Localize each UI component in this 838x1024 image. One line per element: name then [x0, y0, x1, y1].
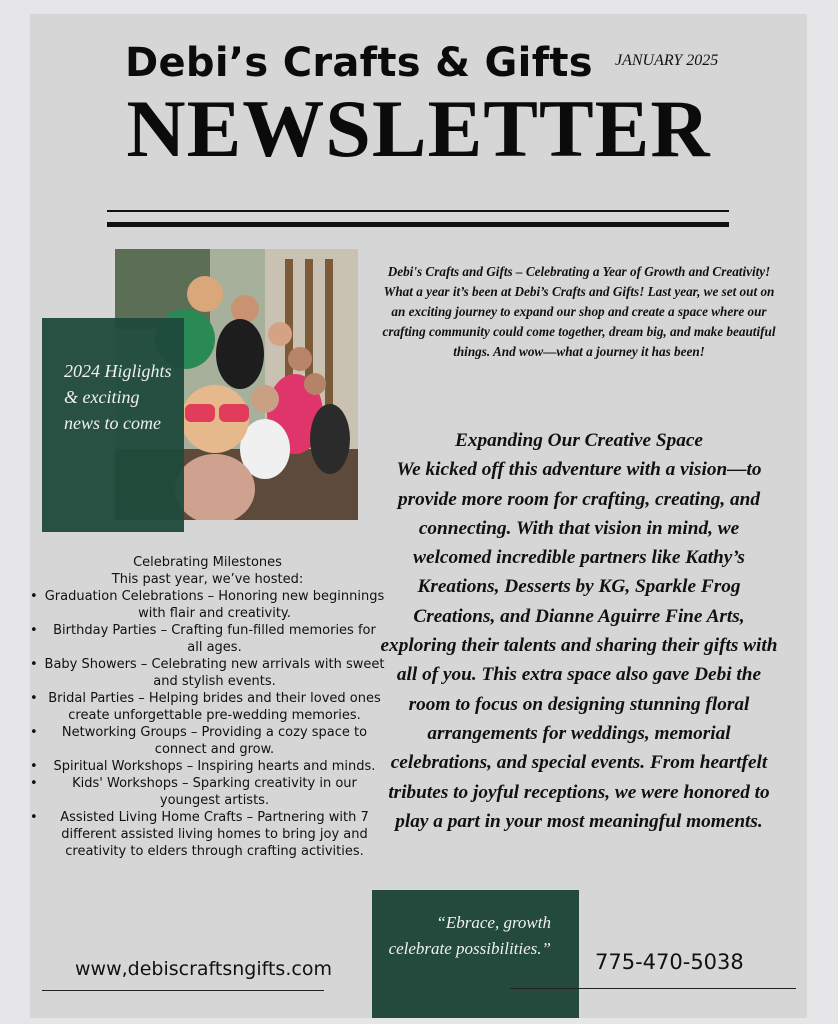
- story-heading: Expanding Our Creative Space: [455, 430, 703, 451]
- list-item: • Baby Showers – Celebrating new arrivals with sweet and stylish events.: [30, 656, 385, 690]
- masthead: NEWSLETTER: [126, 83, 711, 174]
- list-item: • Birthday Parties – Crafting fun-filled memories for all ages.: [30, 622, 385, 656]
- quote-box: [372, 890, 579, 1018]
- list-item: • Bridal Parties – Helping brides and their loved ones create unforgettable pre-wedding memories.: [30, 690, 385, 724]
- list-item: • Spiritual Workshops – Inspiring hearts and minds.: [30, 758, 385, 775]
- intro-section: [379, 262, 779, 362]
- list-item: • Graduation Celebrations – Honoring new beginnings with flair and creativity.: [30, 588, 385, 622]
- brand-title: Debi’s Crafts & Gifts: [125, 40, 593, 86]
- milestones-heading: Celebrating Milestones: [133, 555, 282, 570]
- website-underline: [42, 990, 324, 991]
- milestones-subheading: This past year, we’ve hosted:: [111, 572, 304, 587]
- milestones-section: [30, 554, 385, 860]
- divider-thick: [107, 222, 729, 227]
- issue-date: JANUARY 2025: [615, 52, 719, 69]
- intro-title: Debi's Crafts and Gifts – Celebrating a Year of Growth and Creativity!: [387, 264, 771, 279]
- highlights-card: [42, 318, 184, 532]
- list-item: • Kids' Workshops – Sparking creativity in our youngest artists.: [30, 775, 385, 809]
- list-item: • Assisted Living Home Crafts – Partnering with 7 different assisted living homes to bring joy and creativity to elders through crafting activities.: [30, 809, 385, 860]
- story-body: We kicked off this adventure with a vision—to provide more room for crafting, creating, and connecting. With that vision in mind, we welcomed incredible partners like Kathy’s Kreations, Desserts by KG, Sparkle Frog Creations, and Dianne Aguirre Fine Arts, exploring their talents and sharing their gifts with all of you. This extra space also gave Debi the room to focus on designing stunning floral arrangements for weddings, memorial celebrations, and special events. From heartfelt tributes to joyful receptions, we were honored to play a part in your most meaningful moments.: [380, 459, 778, 832]
- list-item: • Networking Groups – Providing a cozy space to connect and grow.: [30, 724, 385, 758]
- newsletter-page: [30, 14, 807, 1018]
- intro-body: What a year it’s been at Debi’s Crafts and Gifts! Last year, we set out on an exciting journey to expand our shop and create a space where our crafting community could come together, dream big, and make beautiful things. And wow—what a journey it has been!: [382, 284, 776, 359]
- story-section: [379, 426, 779, 836]
- milestones-list: [30, 588, 385, 860]
- phone-underline: [510, 988, 796, 989]
- website-link[interactable]: www,debiscraftsngifts.com: [75, 958, 332, 980]
- highlights-text: 2024 Higlights & exciting news to come: [64, 361, 172, 433]
- divider-thin: [107, 210, 729, 212]
- quote-text: “Ebrace, growth celebrate possibilities.”: [388, 913, 551, 958]
- phone-number[interactable]: 775-470-5038: [595, 950, 744, 974]
